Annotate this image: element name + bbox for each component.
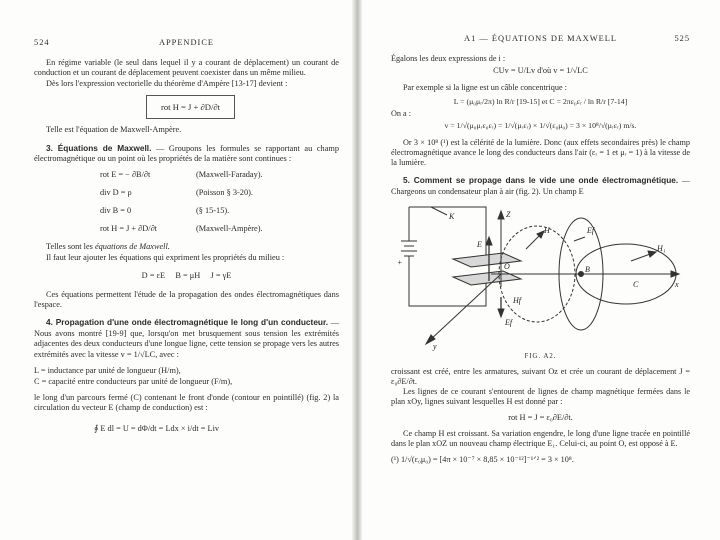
paragraph <box>34 242 339 252</box>
definition-C: C = capacité entre conducteurs par unité de longueur (F/m), <box>34 376 233 386</box>
label-plus: + <box>397 257 403 267</box>
label-e: E <box>477 239 482 249</box>
constitutive-equations: D = εE B = μH J = γE <box>141 271 232 281</box>
maxwell-equations <box>34 170 339 233</box>
paragraph: Ces équations permettent l'étude de la propagation des ondes électromagnétiques dans l'espace. <box>34 289 339 310</box>
capacitor-plate <box>453 271 521 285</box>
figure-a2 <box>391 201 690 351</box>
point-b <box>579 271 584 276</box>
equation-ref: (§ 15-15). <box>196 206 230 216</box>
section-3-text: — Groupons les formules se rapportant au champ électromagnétique ou un point où les propriétés de la matière sont continues : <box>34 143 339 164</box>
figure-drawing <box>391 201 690 351</box>
equation-row <box>100 206 339 215</box>
equation-row <box>100 170 339 179</box>
label-o: O <box>504 261 510 271</box>
label-y: y <box>433 341 437 351</box>
definition-L: L = inductance par unité de longueur (H/m), <box>34 366 181 376</box>
switch <box>431 207 447 215</box>
label-b: B <box>585 264 590 274</box>
left-header <box>34 38 339 52</box>
section-3 <box>34 143 339 165</box>
circulation-equation: ∮ E dl = U = dΦ/dt = Ldx × i/dt = Liv <box>94 423 220 433</box>
paragraph: Ce champ H est croissant. Sa variation engendre, le long d'une ligne tracée en pointillé dans le plan xOZ un nouveau champ électrique E₁. Celui-ci, au point O, est opposé à E. <box>391 429 690 449</box>
section-4-title: 4. Propagation d'une onde électromagnétique le long d'un conducteur. <box>46 317 329 328</box>
label-ef-lower: Ef <box>505 317 513 327</box>
h1-arrow <box>648 251 656 257</box>
paragraph: Il faut leur ajouter les équations qui expriment les propriétés du milieu : <box>46 252 285 262</box>
label-h1: H₁ <box>657 243 666 253</box>
equation: CUv = U/Lv d'où v = 1/√LC <box>493 66 588 76</box>
paragraph: le long d'un parcours fermé (C) contenant le front d'onde (contour en pointillé) (fig. 2) la circulation du vecteur E (champ de conduction) est : <box>34 392 339 413</box>
paragraph: Dès lors l'expression vectorielle du théorème d'Ampère [13-17] devient : <box>46 78 288 88</box>
equation: div B = 0 <box>100 206 132 216</box>
right-header <box>391 34 690 48</box>
paragraph: Égalons les deux expressions de i : <box>391 54 506 63</box>
x-arrow <box>671 271 679 277</box>
y-axis <box>429 274 501 341</box>
equation: rot E = − ∂B/∂t <box>100 170 151 180</box>
text-span: Telles sont les <box>46 242 95 252</box>
left-page-number: 524 <box>34 38 50 47</box>
paragraph: Telle est l'équation de Maxwell-Ampère. <box>46 125 182 135</box>
e-arrow <box>486 237 492 245</box>
label-z: Z <box>506 209 511 219</box>
right-running-head: A1 — ÉQUATIONS DE MAXWELL <box>464 34 617 43</box>
paragraph: En régime variable (le seul dans lequel il y a courant de déplacement) un courant de conduction et un courant de déplacement peuvent coexister dans un même milieu. <box>34 58 339 78</box>
section-3-title: 3. Équations de Maxwell. <box>46 142 152 153</box>
paragraph: Par exemple si la ligne est un câble concentrique : <box>403 82 567 92</box>
right-page-number: 525 <box>674 34 690 43</box>
capacitor-plate <box>453 253 521 267</box>
paragraph: On a : <box>391 109 412 119</box>
equation: rot H = J = ε₀∂E/∂t. <box>508 412 573 422</box>
label-hf: Hf <box>513 295 521 305</box>
section-5 <box>391 175 690 196</box>
right-page <box>361 0 720 540</box>
left-running-head: APPENDICE <box>158 38 215 47</box>
ef-vector <box>574 237 585 241</box>
equation: div D = ρ <box>100 188 132 198</box>
label-c: C <box>633 279 639 289</box>
boxed-equation: rot H = J + ∂D/∂t <box>146 95 235 119</box>
italic-span: équations de Maxwell. <box>94 242 170 252</box>
ef-lower-arrow <box>498 309 504 317</box>
left-page <box>0 0 355 540</box>
label-ef: Ef <box>587 225 595 235</box>
paragraph: croissant est créé, entre les armatures, suivant Oz et crée un courant de déplacement J = ε₀∂E/∂t. <box>391 366 690 387</box>
equation: v = 1/√(μ₀μᵣε₀εᵣ) = 1/√(μᵣεᵣ) × 1/√(ε₀μ₀) = 3 × 10⁸/√(μᵣεᵣ) m/s. <box>444 121 637 131</box>
section-5-title: 5. Comment se propage dans le vide une onde électromagnétique. <box>403 175 679 186</box>
label-x: x <box>675 279 679 289</box>
z-arrow <box>498 211 504 219</box>
equation: rot H = J + ∂D/∂t <box>100 224 157 234</box>
equation-ref: (Poisson § 3-20). <box>196 188 253 198</box>
paragraph: Les lignes de ce courant s'entourent de lignes de champ magnétique fermées dans le plan xOy, lignes suivant lesquelles H est donné par : <box>391 387 690 407</box>
section-5-text: — Chargeons un condensateur plan à air (fig. 2). Un champ E <box>391 176 691 196</box>
paragraph: Or 3 × 10⁸ (¹) est la célérité de la lumière. Donc (aux effets secondaires près) le champ électromagnétique avance le long des conducteurs dans l'air (εᵣ = 1 et μᵣ = 1) à la vitesse de la lumière. <box>391 137 690 168</box>
equation-ref: (Maxwell-Faraday). <box>196 170 263 180</box>
label-k: K <box>449 211 455 221</box>
section-4-text: — Nous avons montré [19-9] que, lorsqu'on met brusquement sous tension les extrémités adjacentes des deux conducteurs d'une longue ligne, cette tension se propage vers les autres extrémités avec la vitesse v = 1/√LC, avec : <box>34 318 339 359</box>
figure-caption: FIG. A2. <box>524 352 557 360</box>
equation: L = (μ₀μᵣ/2π) ln R/r [19-15] et C = 2πε₀εᵣ / ln R/r [7-14] <box>453 96 628 106</box>
section-4 <box>34 317 339 360</box>
footnote: (¹) 1/√(ε₀μ₀) = [4π × 10⁻⁷ × 8,85 × 10⁻¹²]⁻¹ᐟ² = 3 × 10⁸. <box>391 455 574 465</box>
equation-ref: (Maxwell-Ampère). <box>196 224 263 234</box>
equation-row <box>100 224 339 233</box>
circuit-wire <box>409 207 486 259</box>
equation-row <box>100 188 339 197</box>
label-h: H <box>544 225 550 235</box>
